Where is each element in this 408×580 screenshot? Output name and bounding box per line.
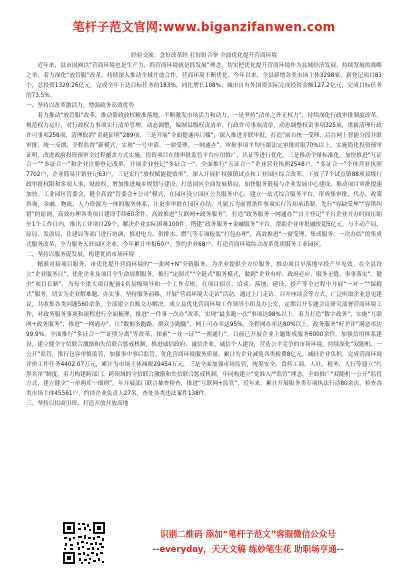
footer [30,521,378,571]
paragraph: 近年来，县市国网以“营商环境也是生产力，抓营商环境就是抓发展”理念，切实把优化提升营商环境作为县域经济发展、持续发展的战略之举，着力深化“放管服”改革，持续深入推动全域开放合作，营商环境不断优化。今年以来，全县新增各类市场主体3298家，新登记项目81个，总投资1329.26亿元，完成全年下达目标任务的183%，同比增长108%；城市自有外国资实际完成投资金额127.2亿元，完成目标任务的73.5%。 [26,62,382,99]
document-body [26,52,382,410]
section-heading: 二、坚持以服务促发展，构建优质市场环境 [26,252,135,259]
section-heading: 三、坚持以招商引资，打造开放开放高地 [26,401,129,408]
paragraph: 着力推动“放管服”改革，推动简政放权精准落地，不断激发市场活力和动力。一是坚持“清单之外无权力”，持续深化行政审批制度改革，规范权力运行，对行政权力事项实行清单管理，动态调整，编制县级权责清单，行政许可事项清单，动态调整权责事项325项，重新清理行政许可事项258项，清理取消“奇葩证明”289项，三是开展“全面提速再门槛”，深入推进并联审批，打造“前台统一受理、后台网上智能分段并联审批、统一反馈、全程监督”新模式，实现“一号申请、一窗受理、一网通办”，审批事项平均压缩法定审批时限70%以上，实施简化投资预审证明，改进政府投资预审全过程覆盖方式实施，投资项目在线审批监管平台应用推广，认证等进行优化。三是推动全量标准化，加快推进“互证合一”“多证合一”和企业注册登记改革，开展企业登记“多证合一”，全面推行“五证合一”企业营业执照2548户，“多证合一”个体营业执照7702户，企业简易注销登记63户，三是实行“放权赋能提效率”，深入开展扩权强镇试点和工业园区综合改革，下放了7个试点镇88项县级行政审批权限和多项人事、财政权，增加推进城乡规划与建设，打造园区全面发展格局，加快服务链接与企业发展中心建设，推动项目审批提速加快。工业园区管委会，健全高效“管委会+公司”模式，在园区设立园区公共服务中心，建立一站式综合服务平台，形成集审批、代办、政策咨询、金融、物流、人力资源为一体的服务体系，让更多审批在园区办结。凡属五为前置条件事项实行告知承诺制，先行“容缺受理”“容错纠错”的原则，高效办理各类项目建设手续60余件。高效推进“互联网+政务服务”，打造“政务服务一网通办”“自主登记”平台企业开办时间压缩至1个工作日内，推出工业项目29个，解决企业实际困难100件，搭建“政务服务+金融服务”平台，帮助企业审批融资超5亿元。与不动产局、原局、发改局、住建局等部门进行协调，推进电力、供排水、燃气等专项报装“打包办理”，高效推进“一窗受理、集成服务、一次办结”的集成式服务改革，全力服务入驻园区企业，今年累计申报60户、签约企业68户，打造营商环境综合改革优质服务工业园区。 [26,112,382,249]
paragraph: 精准对接项目服务，市优化提升营商环境的“一张网+N”全链服务，为企业提供全方位服务，推动项目早落地早投产早见效。在全县设立“企业服务日”，优化企业及项目全生命周期服务，推行“定制式”“全链式”服务模式，做到“企业有呼、政府必应，服务无缝、事事落实”。健全“项目长制”，为每个重大项目配备1名县级领导和一个工作专班，在项目招引、洽谈、落地、建设、投产等全过程中开展“一对一”“保姆式”服务，切实为企业解难题、办实事。坚持服务前移，开展“营商环境大走访”活动，通过上门走访、召开座谈会等方式，广泛听取企业意见建议，共收集各类问题560余条，全部建立台账交办解决。成立县优化营商环境工作领导小组及办公室，定期召开专题会议研究部署营商环境工作，对政务服务事项和流程进行全面梳理，推进“一件事一次办”改革，实现“最多跑一次”事项达98%以上。着力打造“数字政务”，实施“互联网+政务服务”，推进“一网通办”，让“数据多跑路，群众少跑腿”，网上可办率达95%，全程网办率达80%以上，政务服务“好差评”满意率达99.9%。全面推行“多证合一”“证照分离”等改革，探索“一业一证”“一照通行”，目前已开展企业主题集成服务6000余件。加强信用体系建设，建立健全守信联合激励和失信联合惩戒机制，推进诚信政府、诚信企业、诚信个人建设，营造公平竞争的市场环境，持续深化“双随机、一公开”监管，推行包容审慎监管，加强事中事后监管，优化营商环境服务质量。累计为企业减免各类税费8亿元，减轻企业负担，完成营商环境评价工作任务4402.07万元，累计为市场主体减税29454万元，三是全面加强市场监管，统筹安全、食药工商、人社、税务、人行等建立“红黑名单”制度，着力构建跨部门、跨领域的守信联合激励和失信联合惩戒机制，年同构建立“宽准入严监管”理念，全面推广“双随机一公开”监管方式，建立健全“一单两库一细则”，年开展部门联合抽查检查，推进“互联网+监管”，近年来，累计开展服务类专项执法行动80余次，检查各类市场主体45561户，约谈企业负责人27名，查处各类违法案件138件。 [26,262,382,398]
document-title: 经验交流：念好改革经 打好组合拳 全面优化提升营商环境 [131,53,277,59]
promo-line-2: --everyday，天天文稿 练妙笔生花 助职场亨通-- [152,545,344,555]
section-heading: 一、坚持以改革激活力，增强政务高效优势 [26,102,135,109]
site-header: 笔杆子范文官网:www.biganzifanwen.com [72,20,336,34]
promo-text [118,528,378,558]
qr-code-icon [62,521,106,565]
promo-line-1: 识别二维码 添加“笔杆子范文”客服微信公众号 [160,530,336,540]
